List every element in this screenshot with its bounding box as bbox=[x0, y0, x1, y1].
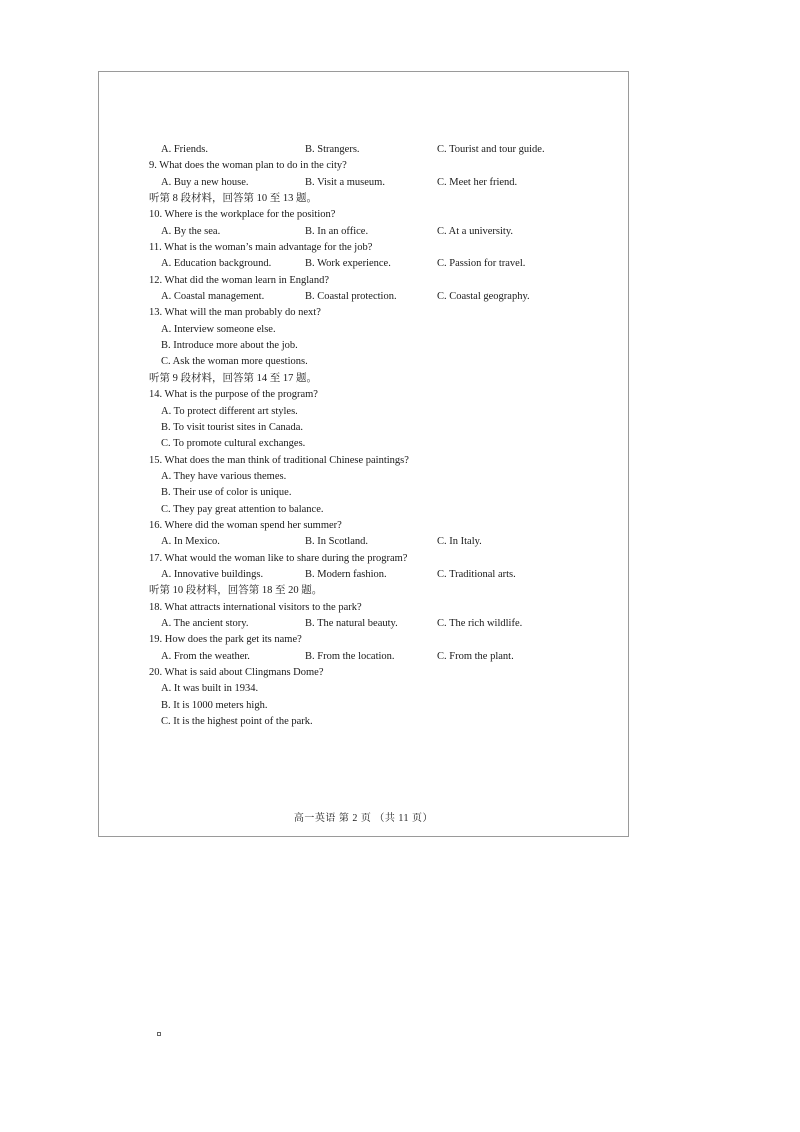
option-line: C. To promote cultural exchanges. bbox=[161, 438, 306, 450]
options-row bbox=[149, 534, 619, 550]
option-line: B. Their use of color is unique. bbox=[161, 487, 292, 499]
options-row bbox=[149, 175, 619, 191]
question-text: 19. How does the park get its name? bbox=[149, 634, 302, 646]
option-line: C. It is the highest point of the park. bbox=[161, 716, 313, 728]
option-c: C. Traditional arts. bbox=[437, 568, 516, 580]
option-a: A. Education background. bbox=[161, 258, 272, 270]
question-list bbox=[149, 142, 619, 730]
option-c: C. At a university. bbox=[437, 225, 514, 237]
option-c: C. Meet her friend. bbox=[437, 176, 518, 188]
option-line: B. Introduce more about the job. bbox=[161, 340, 298, 352]
option-b: B. Coastal protection. bbox=[305, 291, 397, 303]
options-row bbox=[149, 567, 619, 583]
option-line: B. It is 1000 meters high. bbox=[161, 699, 268, 711]
option-b: B. From the location. bbox=[305, 650, 395, 662]
options-row bbox=[149, 256, 619, 272]
option-b: B. Visit a museum. bbox=[305, 176, 385, 188]
option-a: A. By the sea. bbox=[161, 225, 221, 237]
option-line: A. They have various themes. bbox=[161, 470, 287, 482]
option-c: C. Passion for travel. bbox=[437, 258, 526, 270]
question-text: 16. Where did the woman spend her summer? bbox=[149, 519, 342, 531]
option-line: C. Ask the woman more questions. bbox=[161, 356, 308, 368]
option-a: A. Coastal management. bbox=[161, 291, 265, 303]
question-text: 13. What will the man probably do next? bbox=[149, 307, 321, 319]
option-b: B. In Scotland. bbox=[305, 536, 368, 548]
option-b: B. Work experience. bbox=[305, 258, 391, 270]
option-b: B. In an office. bbox=[305, 225, 369, 237]
option-a: A. In Mexico. bbox=[161, 536, 220, 548]
option-line: C. They pay great attention to balance. bbox=[161, 503, 324, 515]
question-text: 11. What is the woman’s main advantage for the job? bbox=[149, 242, 373, 254]
option-a: A. The ancient story. bbox=[161, 617, 249, 629]
question-text: 15. What does the man think of traditional Chinese paintings? bbox=[149, 454, 409, 466]
option-a: A. Innovative buildings. bbox=[161, 568, 264, 580]
options-row bbox=[149, 289, 619, 305]
option-line: B. To visit tourist sites in Canada. bbox=[161, 421, 303, 433]
option-b: B. The natural beauty. bbox=[305, 617, 398, 629]
option-b: B. Modern fashion. bbox=[305, 568, 387, 580]
option-c: C. In Italy. bbox=[437, 536, 482, 548]
option-c: C. The rich wildlife. bbox=[437, 617, 523, 629]
options-row bbox=[149, 224, 619, 240]
option-c: C. Coastal geography. bbox=[437, 291, 530, 303]
option-a: A. From the weather. bbox=[161, 650, 250, 662]
section-instruction: 听第 10 段材料，回答第 18 至 20 题。 bbox=[149, 585, 323, 597]
option-a: A. Friends. bbox=[161, 144, 208, 155]
question-text: 9. What does the woman plan to do in the city? bbox=[149, 160, 347, 172]
question-text: 10. Where is the workplace for the position? bbox=[149, 209, 336, 221]
option-line: A. To protect different art styles. bbox=[161, 405, 298, 417]
question-text: 14. What is the purpose of the program? bbox=[149, 389, 318, 401]
option-line: A. Interview someone else. bbox=[161, 323, 276, 335]
question-text: 18. What attracts international visitors to the park? bbox=[149, 601, 362, 613]
page-footer: 高一英语 第 2 页 （共 11 页） bbox=[293, 813, 434, 824]
question-text: 12. What did the woman learn in England? bbox=[149, 274, 330, 286]
exam-page bbox=[98, 71, 629, 837]
options-row bbox=[149, 616, 619, 632]
option-line: A. It was built in 1934. bbox=[161, 683, 259, 695]
question-text: 20. What is said about Clingmans Dome? bbox=[149, 667, 324, 678]
section-instruction: 听第 9 段材料，回答第 14 至 17 题。 bbox=[149, 372, 317, 384]
option-c: C. From the plant. bbox=[437, 650, 514, 662]
options-row bbox=[149, 142, 619, 158]
question-text: 17. What would the woman like to share during the program? bbox=[149, 552, 408, 564]
option-b: B. Strangers. bbox=[305, 144, 360, 155]
option-c: C. Tourist and tour guide. bbox=[437, 144, 545, 155]
option-a: A. Buy a new house. bbox=[161, 176, 249, 188]
options-row bbox=[149, 649, 619, 665]
section-instruction: 听第 8 段材料，回答第 10 至 13 题。 bbox=[149, 193, 317, 205]
small-square-mark bbox=[157, 1032, 161, 1036]
